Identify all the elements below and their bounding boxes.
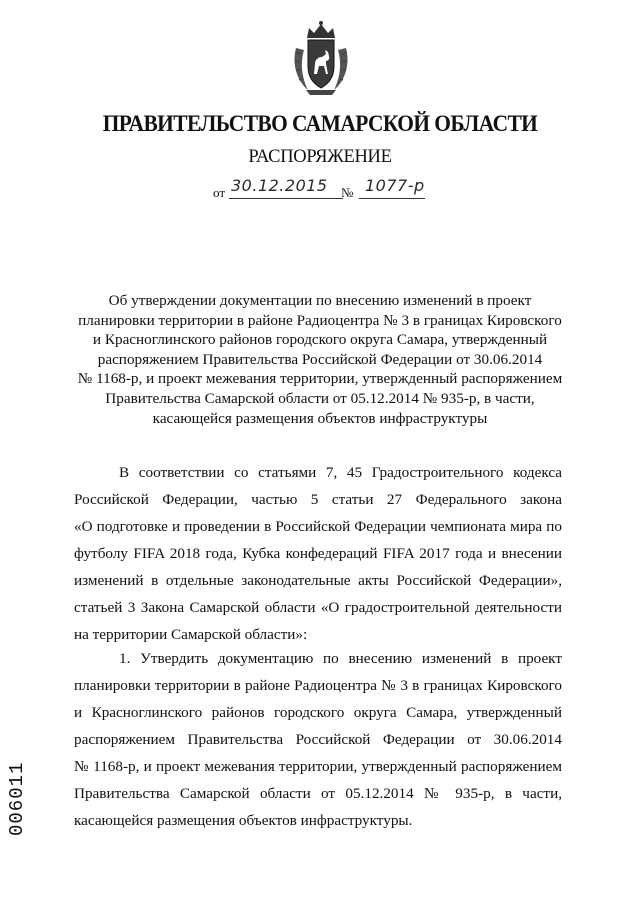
number-label: № [341,185,354,200]
paragraph-line: 1. Утвердить документацию по внесению изменений в проект [119,650,562,667]
paragraph-line: распоряжением Правительства Российской Федерации от 30.06.2014 [74,731,562,748]
paragraph-line: на территории Самарской области»: [74,626,308,643]
subject-line: и Красноглинского районов городского округа Самара, утвержденный [92,331,548,349]
document-subject [68,291,572,428]
date-number-line [213,176,453,202]
item-1-paragraph [74,645,562,834]
paragraph-line: футболу FIFA 2018 года, Кубка конфедераций FIFA 2017 года и внесении [74,545,562,562]
subject-line: Об утверждении документации по внесению изменений в проект [108,292,532,309]
subject-line: Правительства Самарской области от 05.12.2014 № 935-р, в части, [105,389,535,407]
document-type: РАСПОРЯЖЕНИЕ [248,147,392,167]
paragraph-line: и Красноглинского районов городского округа Самара, утвержденный [74,704,562,721]
handwritten-number: 1077-р [365,176,425,195]
preamble-paragraph [74,459,562,648]
paragraph-line: статьей 3 Закона Самарской области «О градостроительной деятельности [74,599,562,616]
subject-line: распоряжением Правительства Российской Федерации от 30.06.2014 [97,350,543,368]
paragraph-line: планировки территории в районе Радиоцентра № 3 в границах Кировского [74,677,562,694]
side-serial-number: 006011 [6,761,28,836]
paragraph-line: В соответствии со статьями 7, 45 Градостроительного кодекса [119,464,562,481]
handwritten-date: 30.12.2015 [231,176,328,195]
number-underline [359,198,425,199]
subject-line: № 1168-р, и проект межевания территории, утвержденный распоряжением [77,370,563,388]
paragraph-line: Российской Федерации, частью 5 статьи 27 Федерального закона [74,491,562,508]
date-underline [229,198,343,199]
paragraph-line: изменений в отдельные законодательные акты Российской Федерации», [74,572,562,589]
subject-line: касающейся размещения объектов инфраструктуры [152,409,488,427]
date-from-label: от [213,185,226,200]
paragraph-line: Правительства Самарской области от 05.12.2014 № 935-р, в части, [74,785,562,802]
paragraph-line: «О подготовке и проведении в Российской Федерации чемпионата мира по [74,518,562,535]
paragraph-line: № 1168-р, и проект межевания территории, утвержденный распоряжением [74,758,562,775]
subject-line: планировки территории в районе Радиоцентра № 3 в границах Кировского [78,311,562,329]
samara-coat-of-arms-icon [290,18,352,98]
government-title: ПРАВИТЕЛЬСТВО САМАРСКОЙ ОБЛАСТИ [102,111,538,136]
paragraph-line: касающейся размещения объектов инфраструктуры. [74,812,413,829]
